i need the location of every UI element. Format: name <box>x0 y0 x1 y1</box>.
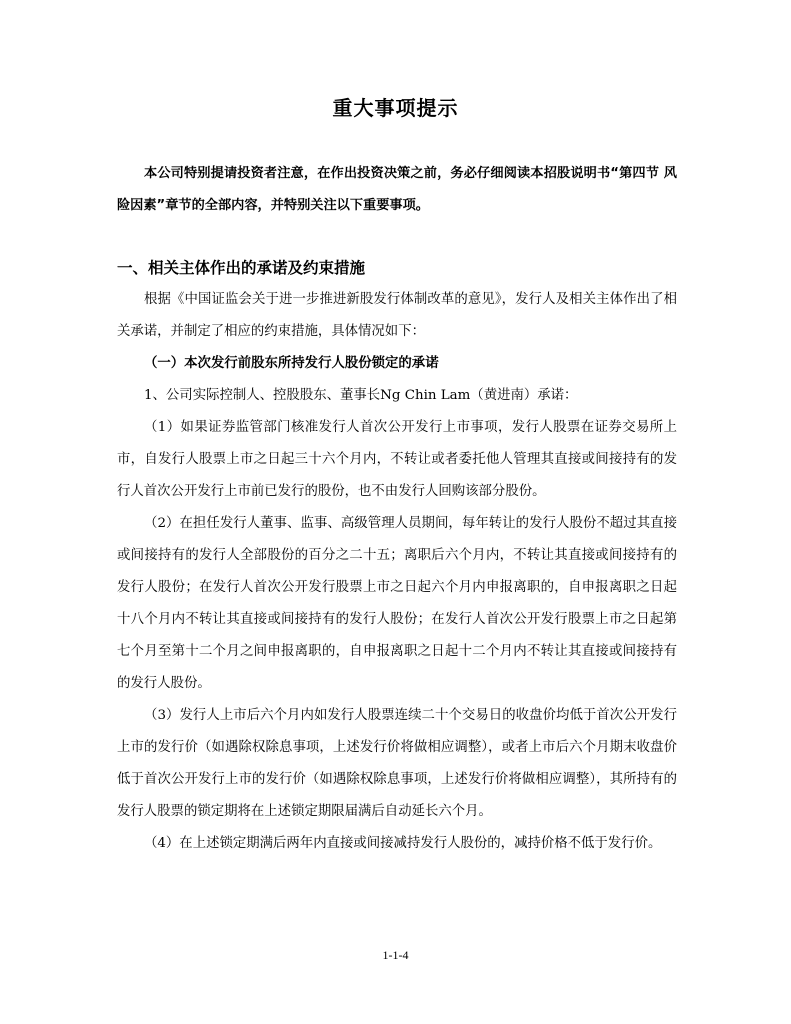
intro-paragraph: 本公司特别提请投资者注意，在作出投资决策之前，务必仔细阅读本招股说明书“第四节 风险因素”章节的全部内容，并特别关注以下重要事项。 <box>117 166 677 213</box>
subsection-heading: （一）本次发行前股东所持发行人股份锁定的承诺 <box>144 356 439 371</box>
section-intro-paragraph: 根据《中国证监会关于进一步推进新股发行体制改革的意见》，发行人及相关主体作出了相关承诺，并制定了相应的约束措施，具体情况如下： <box>117 292 677 339</box>
section-heading: 一、相关主体作出的承诺及约束措施 <box>117 259 366 277</box>
commitment-item-2: （2）在担任发行人董事、监事、高级管理人员期间，每年转让的发行人股份不超过其直接或间接持有的发行人全部股份的百分之二十五；离职后六个月内，不转让其直接或间接持有的发行人股份；在发行人首次公开发行股票上市之日起六个月内申报离职的，自申报离职之日起十八个月内不转让其直接或间接持有的发行人股份；在发行人首次公开发行股票上市之日起第七个月至第十二个月之间申报离职的，自申报离职之日起十二个月内不转让其直接或间接持有的发行人股份。 <box>117 516 677 691</box>
page-title: 重大事项提示 <box>332 96 459 120</box>
commitment-item-4: （4）在上述锁定期满后两年内直接或间接减持发行人股份的，减持价格不低于发行价。 <box>144 836 662 851</box>
commitment-item-1: （1）如果证券监管部门核准发行人首次公开发行上市事项，发行人股票在证券交易所上市，自发行人股票上市之日起三十六个月内，不转让或者委托他人管理其直接或间接持有的发行人首次公开发行上市前已发行的股份，也不由发行人回购该部分股份。 <box>117 420 677 499</box>
page-number: 1-1-4 <box>382 948 409 962</box>
commitment-item-3: （3）发行人上市后六个月内如发行人股票连续二十个交易日的收盘价均低于首次公开发行上市的发行价（如遇除权除息事项，上述发行价将做相应调整），或者上市后六个月期末收盘价低于首次公开发行上市的发行价（如遇除权除息事项，上述发行价将做相应调整），其所持有的发行人股票的锁定期将在上述锁定期限届满后自动延长六个月。 <box>117 708 677 819</box>
commitment-title: 1、公司实际控制人、控股股东、董事长Ng Chin Lam（黄进南）承诺： <box>144 388 578 403</box>
intro-block <box>117 158 677 222</box>
section-body <box>117 284 677 860</box>
